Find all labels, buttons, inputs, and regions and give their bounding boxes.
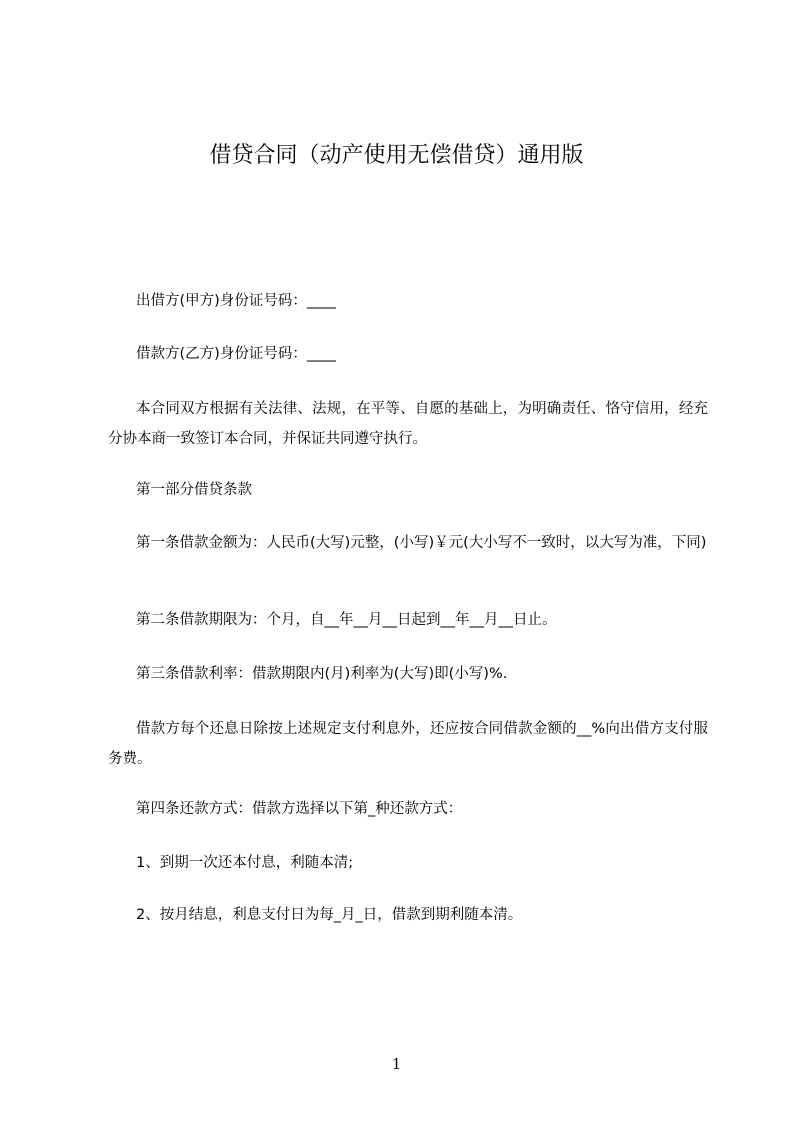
repayment-option-two: 2、按月结息，利息支付日为每_月_日，借款到期利随本清。 xyxy=(136,907,523,923)
lender-id-line: 出借方(甲方)身份证号码：____ xyxy=(136,293,336,309)
article-four-paragraph: 第四条还款方式：借款方选择以下第_种还款方式： xyxy=(136,801,463,817)
document-title: 借贷合同（动产使用无偿借贷）通用版 xyxy=(209,143,584,168)
service-fee-paragraph: 借款方每个还息日除按上述规定支付利息外，还应按合同借款金额的__%向出借方支付服务费。 xyxy=(108,721,708,767)
article-one-paragraph: 第一条借款金额为：人民币(大写)元整，(小写)￥元(大小写不一致时，以大写为准，下同) xyxy=(136,535,707,551)
section-heading-part-one: 第一部分借贷条款 xyxy=(136,482,252,498)
article-two-paragraph: 第二条借款期限为：个月，自__年__月__日起到__年__月__日止。 xyxy=(136,612,557,628)
article-three-paragraph: 第三条借款利率：借款期限内(月)利率为(大写)即(小写)%. xyxy=(136,666,508,682)
borrower-id-line: 借款方(乙方)身份证号码：____ xyxy=(136,346,336,362)
repayment-option-one: 1、到期一次还本付息，利随本清; xyxy=(136,855,354,871)
preamble-paragraph: 本合同双方根据有关法律、法规，在平等、自愿的基础上，为明确责任、恪守信用，经充分协本商一致签订本合同，并保证共同遵守执行。 xyxy=(108,401,708,447)
page-number: 1 xyxy=(391,1055,402,1073)
